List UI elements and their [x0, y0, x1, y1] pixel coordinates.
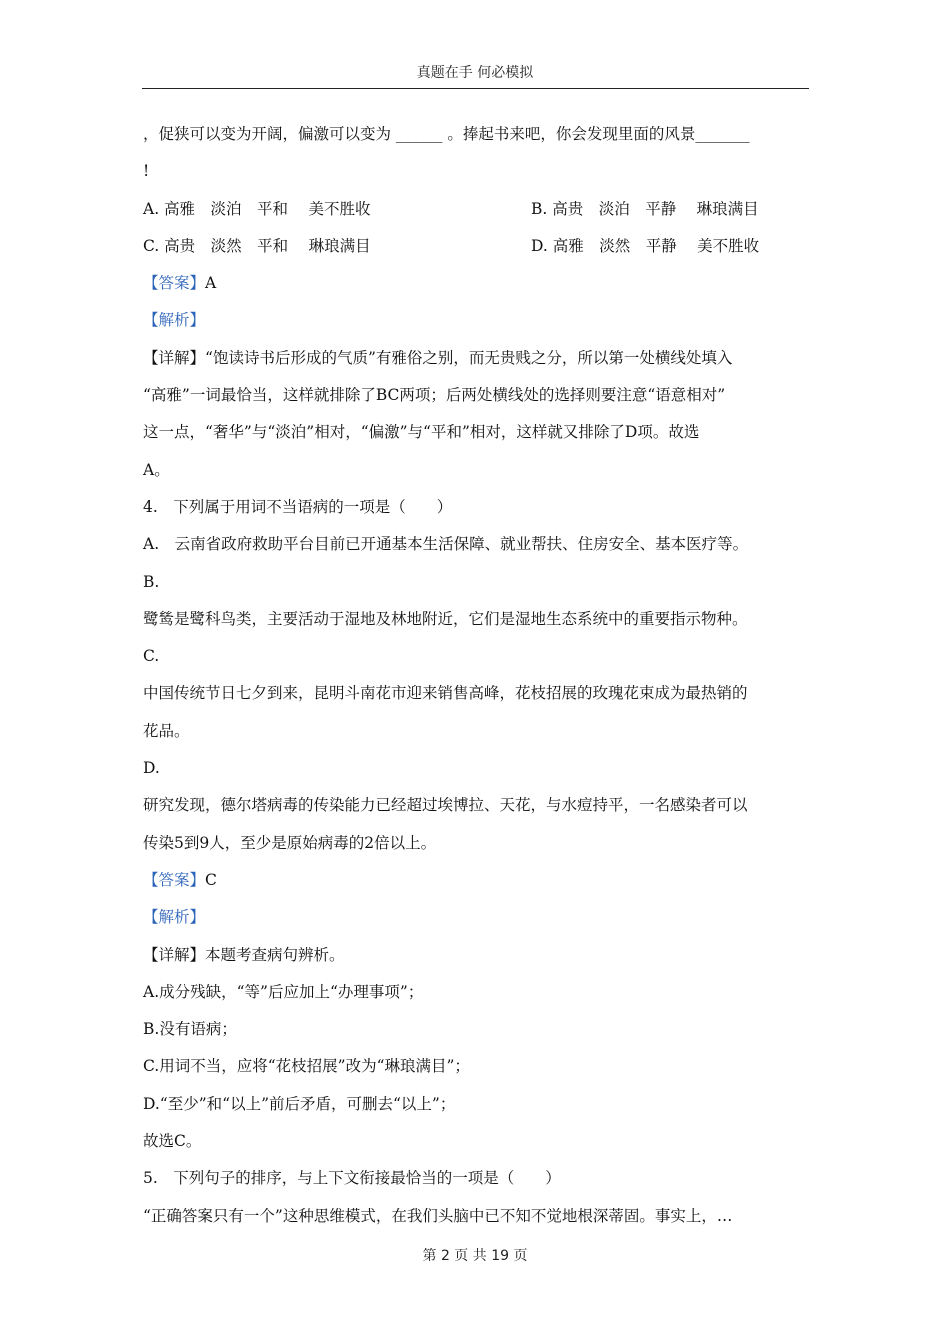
q4-analysis-tag: 【解析】 [143, 908, 206, 927]
q4-detail-d: D.“至少”和“以上”前后矛盾，可删去“以上”； [143, 1094, 456, 1113]
answer-value: A [205, 274, 217, 293]
q4-option-c-label: C. [143, 647, 160, 666]
q4-answer [143, 862, 811, 899]
answer-tag: 【答案】 [143, 274, 206, 293]
q3-option-a: A. 高雅 淡泊 平和 美不胜收 [143, 199, 371, 218]
q4-option-c-text: 花品。 [143, 721, 190, 740]
q3-stem-line: ! [143, 162, 150, 181]
q4-option-d-text: 研究发现，德尔塔病毒的传染能力已经超过埃博拉、天花，与水痘持平，一名感染者可以 [143, 796, 748, 815]
q5-stem: 5. 下列句子的排序，与上下文衔接最恰当的一项是（ ） [143, 1169, 561, 1188]
q4-option-c-text: 中国传统节日七夕到来，昆明斗南花市迎来销售高峰，花枝招展的玫瑰花束成为最热销的 [143, 684, 748, 703]
page-header: 真题在手 何必模拟 [416, 65, 534, 81]
q3-detail-line [143, 340, 811, 377]
q3-analysis-tag: 【解析】 [143, 311, 206, 330]
q3-option-b: B. 高贵 淡泊 平静 琳琅满目 [531, 199, 759, 218]
header-divider [142, 88, 809, 89]
q4-detail-intro [143, 937, 811, 974]
q3-options-row-1 [143, 191, 811, 228]
q4-option-d-text: 传染5到9人，至少是原始病毒的2倍以上。 [143, 833, 437, 852]
q4-option-a: A. 云南省政府救助平台目前已开通基本生活保障、就业帮扶、住房安全、基本医疗等。 [143, 535, 749, 554]
q3-detail-line: A。 [143, 460, 170, 479]
q3-answer [143, 265, 811, 302]
answer-tag: 【答案】 [143, 870, 206, 889]
q4-conclusion: 故选C。 [143, 1132, 202, 1151]
answer-value: C [205, 870, 217, 889]
q4-stem: 4. 下列属于用词不当语病的一项是（ ） [143, 497, 453, 516]
q3-option-d: D. 高雅 淡然 平静 美不胜收 [531, 236, 760, 255]
q4-option-d-label: D. [143, 759, 160, 778]
detail-tag: 【详解】 [143, 945, 206, 964]
page-footer: 第 2 页 共 19 页 [422, 1248, 528, 1264]
q3-options-row-2 [143, 228, 811, 265]
detail-tag: 【详解】 [143, 348, 206, 367]
q3-detail-line: “高雅”一词最恰当，这样就排除了BC两项；后两处横线处的选择则要注意“语意相对” [143, 386, 726, 405]
detail-text: 本题考查病句辨析。 [205, 945, 345, 964]
q5-passage: “正确答案只有一个”这种思维模式，在我们头脑中已不知不觉地根深蒂固。事实上，… [143, 1206, 733, 1225]
q4-detail-b: B.没有语病； [143, 1020, 237, 1039]
q4-detail-c: C.用词不当，应将“花枝招展”改为“琳琅满目”； [143, 1057, 470, 1076]
q3-option-c: C. 高贵 淡然 平和 琳琅满目 [143, 236, 371, 255]
q4-detail-a: A.成分残缺，“等”后应加上“办理事项”； [143, 982, 424, 1001]
q3-detail-line: 这一点，“奢华”与“淡泊”相对，“偏激”与“平和”相对，这样就又排除了D项。故选 [143, 423, 700, 442]
detail-text: “饱读诗书后形成的气质”有雅俗之别，而无贵贱之分，所以第一处横线处填入 [205, 348, 733, 367]
page-content [143, 116, 811, 1235]
q4-option-b-label: B. [143, 572, 160, 591]
q3-stem-line: ，促狭可以变为开阔，偏激可以变为 ______ 。捧起书来吧，你会发现里面的风景_______ [143, 125, 750, 143]
q4-option-b-text: 鹭鸶是鹭科鸟类，主要活动于湿地及林地附近，它们是湿地生态系统中的重要指示物种。 [143, 609, 748, 628]
